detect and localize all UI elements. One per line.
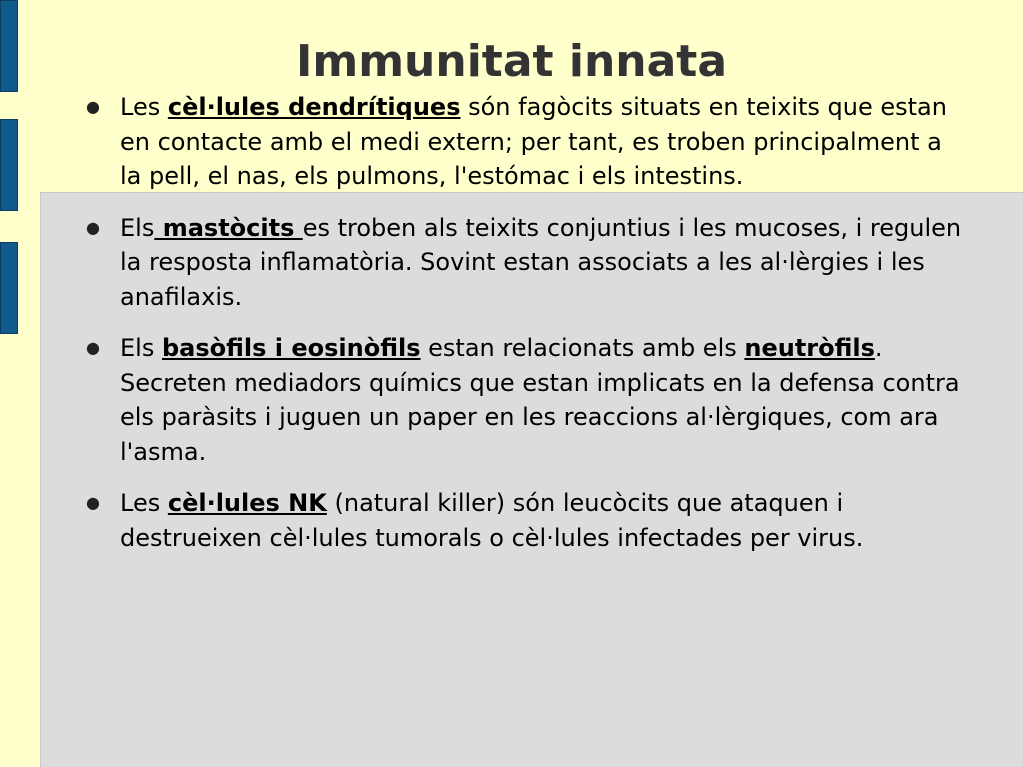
bullet-term: mastòcits <box>154 213 303 242</box>
bullet-text: estan relacionats amb els <box>420 334 745 362</box>
bullet-dot-icon: ● <box>86 217 100 237</box>
bullet-term: cèl·lules dendrítiques <box>167 93 461 121</box>
bullet-list <box>84 90 964 572</box>
bullet-text: (natural killer) són leucòcits que ataquen i destrueixen cèl·lules tumorals o cèl·lules infectades per virus. <box>120 489 864 552</box>
bullet-text: Els <box>120 213 155 242</box>
bullet-text: Els <box>120 334 162 362</box>
bullet-item-basophils-eosinophils <box>84 331 964 469</box>
bullet-text: . Secreten mediadors químics que estan implicats en la defensa contra els paràsits i juguen un paper en les reaccions al·lèrgiques, com ara l'asma. <box>120 334 960 466</box>
bullet-dot-icon: ● <box>86 493 100 512</box>
bullet-item-mast-cells <box>84 211 964 315</box>
bullet-term: neutròfils <box>744 334 875 362</box>
bullet-text: són fagòcits situats en teixits que estan en contacte amb el medi extern; per tant, es troben principalment a la pell, el nas, els pulmons, l'estómac i els intestins. <box>120 93 947 190</box>
decorative-side-bar <box>0 119 18 211</box>
bullet-dot-icon: ● <box>86 338 100 357</box>
decorative-side-bar <box>0 242 18 334</box>
bullet-text: Les <box>120 93 168 121</box>
slide-title: Immunitat innata <box>295 36 728 87</box>
bullet-text: Les <box>120 489 168 517</box>
bullet-item-dendritic-cells <box>84 90 964 194</box>
bullet-term: cèl·lules NK <box>167 489 327 517</box>
bullet-term: basòfils i eosinòfils <box>161 334 421 362</box>
bullet-item-nk-cells <box>84 486 964 555</box>
bullet-text: es troben als teixits conjuntius i les mucoses, i regulen la resposta inflamatòria. Sovint estan associats a les al·lèrgies i les anafilaxis. <box>120 213 962 311</box>
bullet-dot-icon: ● <box>86 97 100 116</box>
